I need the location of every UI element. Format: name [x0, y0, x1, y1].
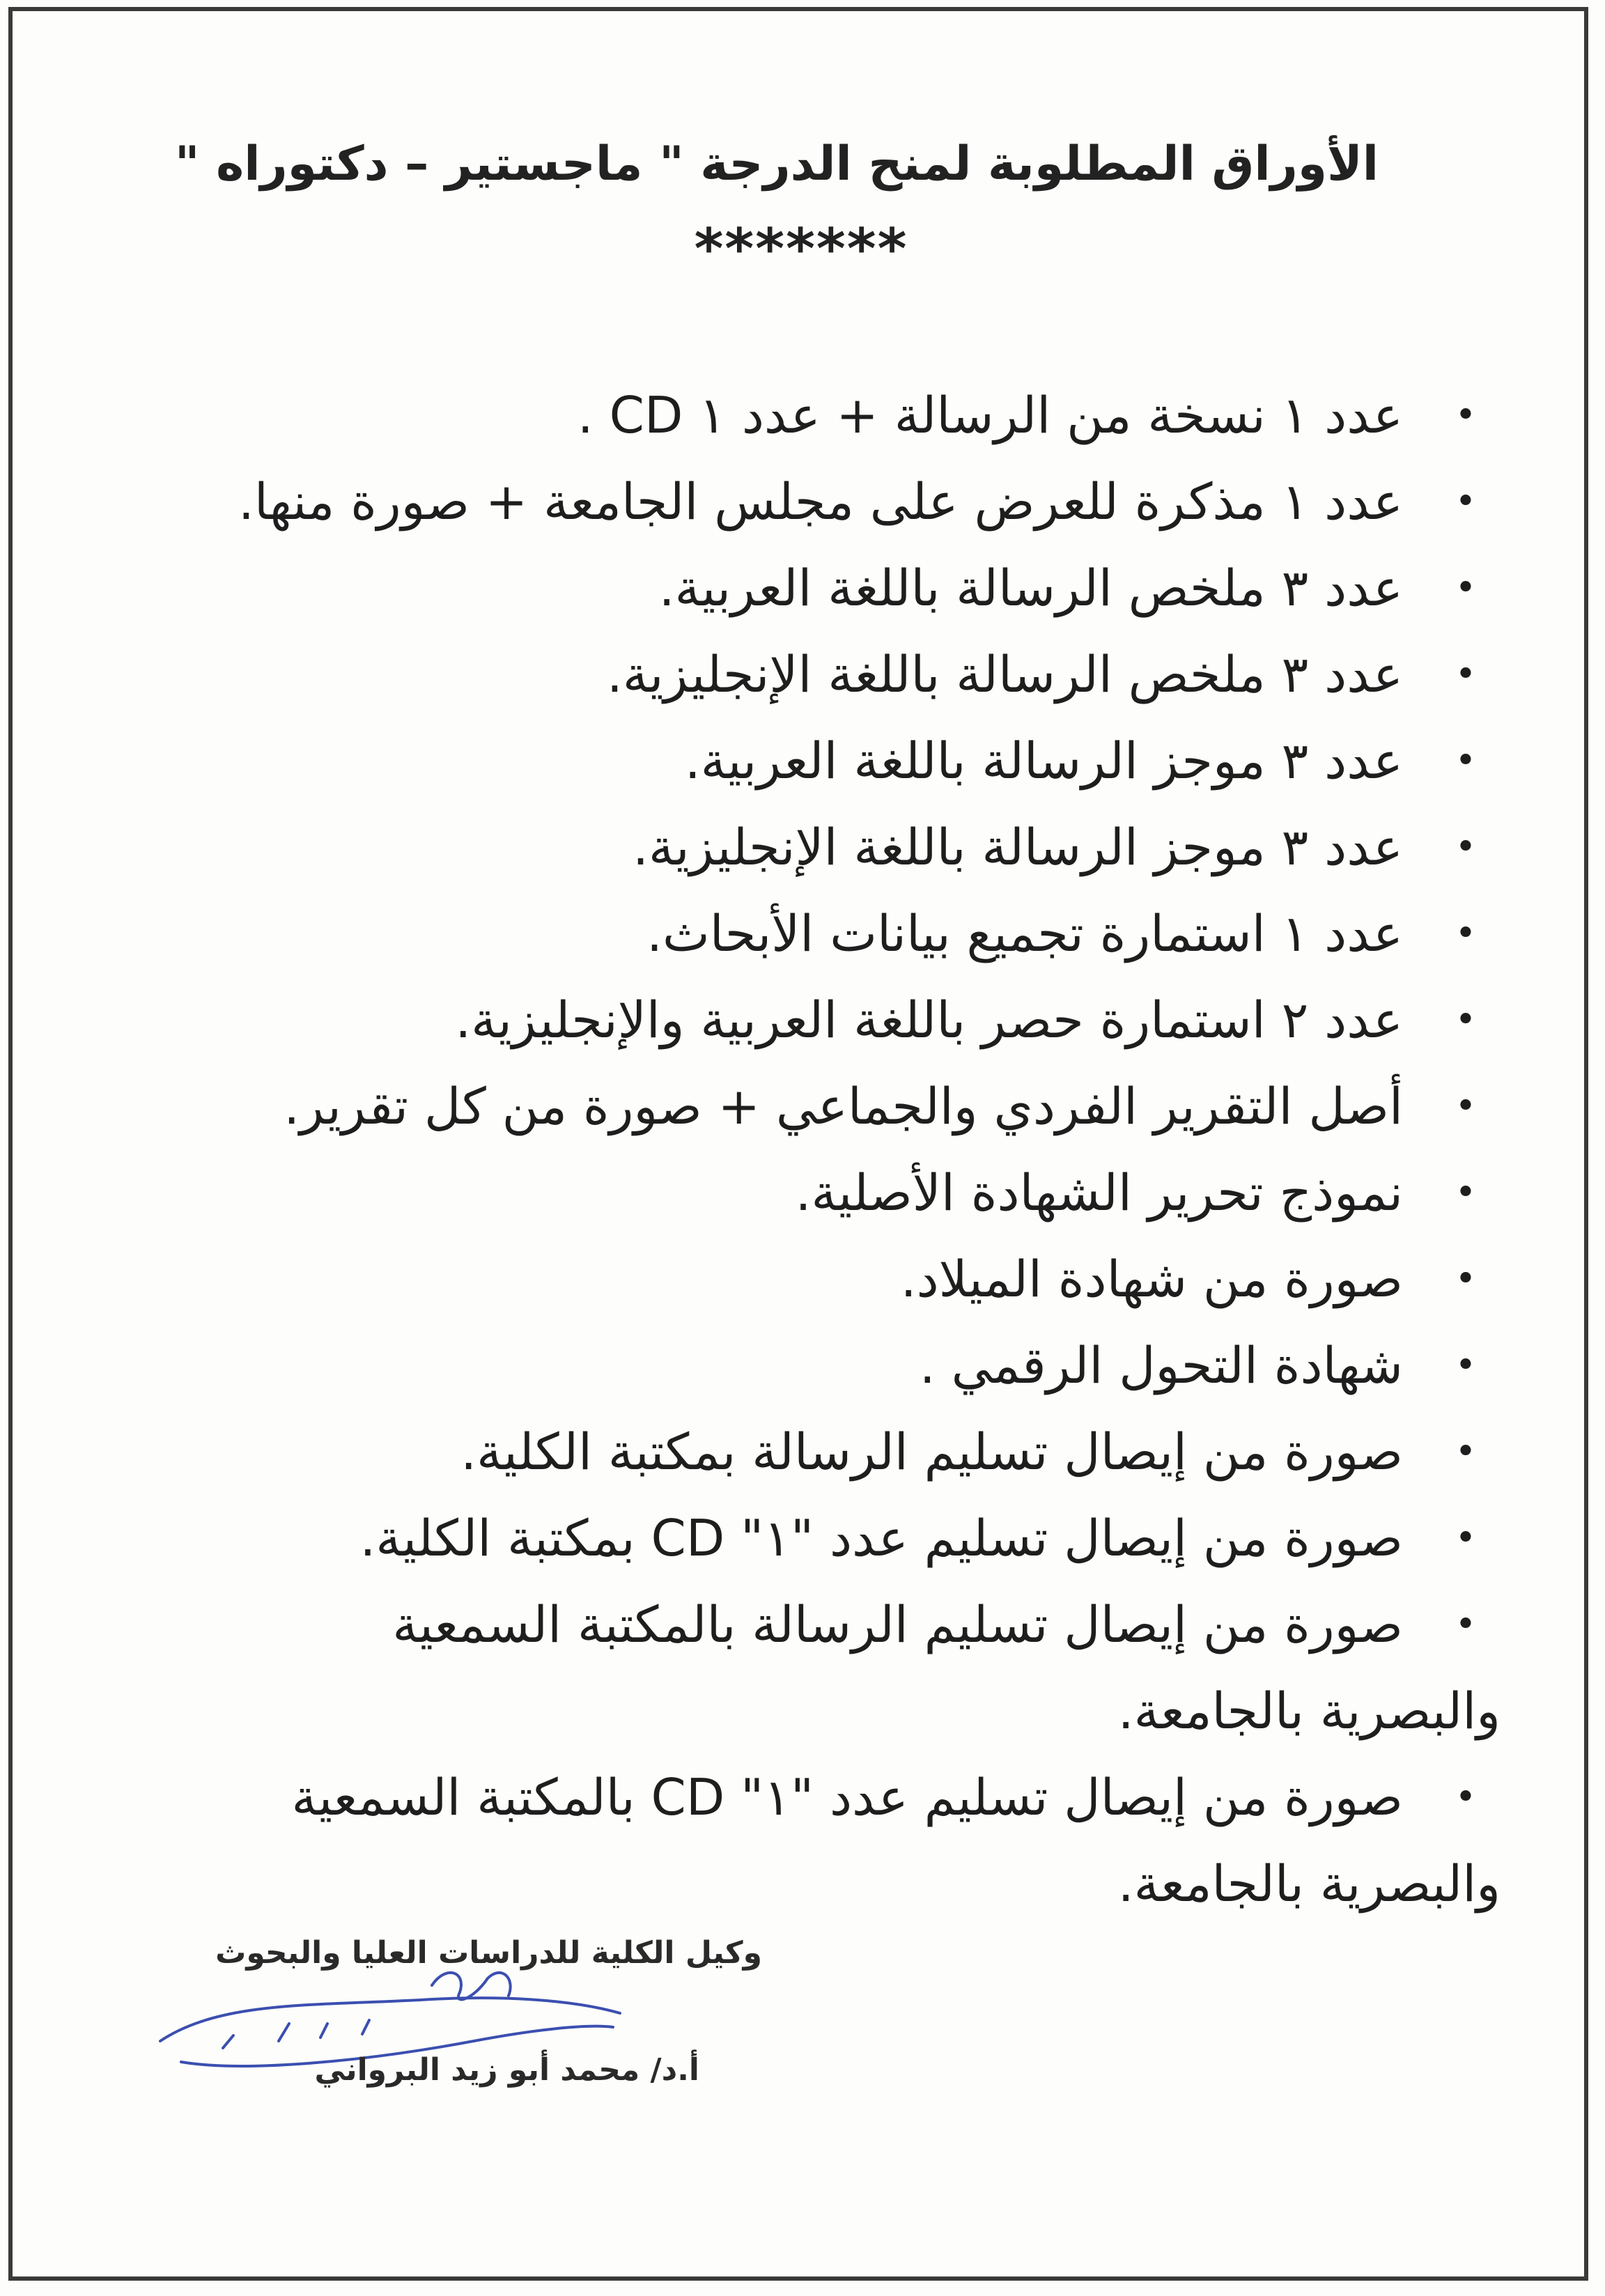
list-item [59, 718, 1480, 804]
list-item-text: أصل التقرير الفردي والجماعي + صورة من كل تقرير. [284, 1077, 1403, 1135]
list-item-continuation: والبصرية بالجامعة. [1117, 1854, 1501, 1913]
list-item [59, 890, 1480, 977]
list-item-text: عدد ٣ موجز الرسالة باللغة العربية. [684, 731, 1403, 790]
bullet-icon: • [1455, 1172, 1477, 1213]
bullet-icon: • [1455, 740, 1477, 782]
list-item-text: عدد ١ استمارة تجميع بيانات الأبحاث. [646, 904, 1403, 963]
list-item [59, 1322, 1480, 1409]
bullet-icon: • [1455, 1776, 1477, 1818]
list-item [59, 1063, 1480, 1149]
list-item [59, 1149, 1480, 1236]
list-item-text: عدد ٣ ملخص الرسالة باللغة الإنجليزية. [607, 645, 1403, 704]
list-item [59, 372, 1480, 458]
bullet-icon: • [1455, 1431, 1477, 1473]
bullet-icon: • [1455, 481, 1477, 522]
list-item [59, 977, 1480, 1063]
list-item-text: صورة من إيصال تسليم الرسالة بالمكتبة السمعية [392, 1595, 1403, 1654]
bullet-icon: • [1455, 653, 1477, 695]
bullet-icon: • [1455, 1085, 1477, 1127]
bullet-icon: • [1455, 394, 1477, 436]
required-papers-list [59, 372, 1501, 1927]
list-item [59, 1409, 1480, 1495]
list-item [59, 1236, 1480, 1322]
list-item [59, 458, 1480, 545]
list-item-text: نموذج تحرير الشهادة الأصلية. [795, 1163, 1403, 1222]
list-item-text: عدد ٣ ملخص الرسالة باللغة العربية. [658, 559, 1403, 617]
list-item [59, 1581, 1501, 1754]
list-item-text: صورة من إيصال تسليم عدد "١" CD بمكتبة الكلية. [359, 1509, 1403, 1567]
title-separator: ******* [694, 217, 908, 281]
list-item-text: صورة من إيصال تسليم عدد "١" CD بالمكتبة السمعية [291, 1768, 1403, 1826]
list-item-text: عدد ١ مذكرة للعرض على مجلس الجامعة + صورة منها. [238, 472, 1403, 531]
bullet-icon: • [1455, 999, 1477, 1041]
bullet-icon: • [1455, 1517, 1477, 1559]
list-item [59, 631, 1480, 718]
signatory-name: أ.د/ محمد أبو زيد البرواني [314, 2052, 699, 2088]
bullet-icon: • [1455, 1344, 1477, 1386]
document-title: الأوراق المطلوبة لمنح الدرجة " ماجستير – دكتوراه " [174, 137, 1379, 192]
bullet-icon: • [1455, 1604, 1477, 1645]
list-item-text: عدد ٣ موجز الرسالة باللغة الإنجليزية. [633, 818, 1403, 876]
list-item-text: عدد ٢ استمارة حصر باللغة العربية والإنجليزية. [455, 991, 1403, 1049]
bullet-icon: • [1455, 826, 1477, 868]
list-item-text: صورة من إيصال تسليم الرسالة بمكتبة الكلية. [460, 1422, 1403, 1481]
list-item-text: صورة من شهادة الميلاد. [900, 1250, 1403, 1308]
list-item-text: عدد ١ نسخة من الرسالة + عدد ١ CD . [577, 386, 1403, 444]
list-item [59, 545, 1480, 631]
bullet-icon: • [1455, 913, 1477, 954]
list-item [59, 1495, 1480, 1581]
bullet-icon: • [1455, 567, 1477, 609]
signatory-position: وكيل الكلية للدراسات العليا والبحوث [215, 1935, 762, 1971]
list-item [59, 804, 1480, 890]
list-item-continuation: والبصرية بالجامعة. [1117, 1682, 1501, 1740]
list-item [59, 1754, 1501, 1927]
bullet-icon: • [1455, 1258, 1477, 1300]
list-item-text: شهادة التحول الرقمي . [919, 1336, 1403, 1395]
